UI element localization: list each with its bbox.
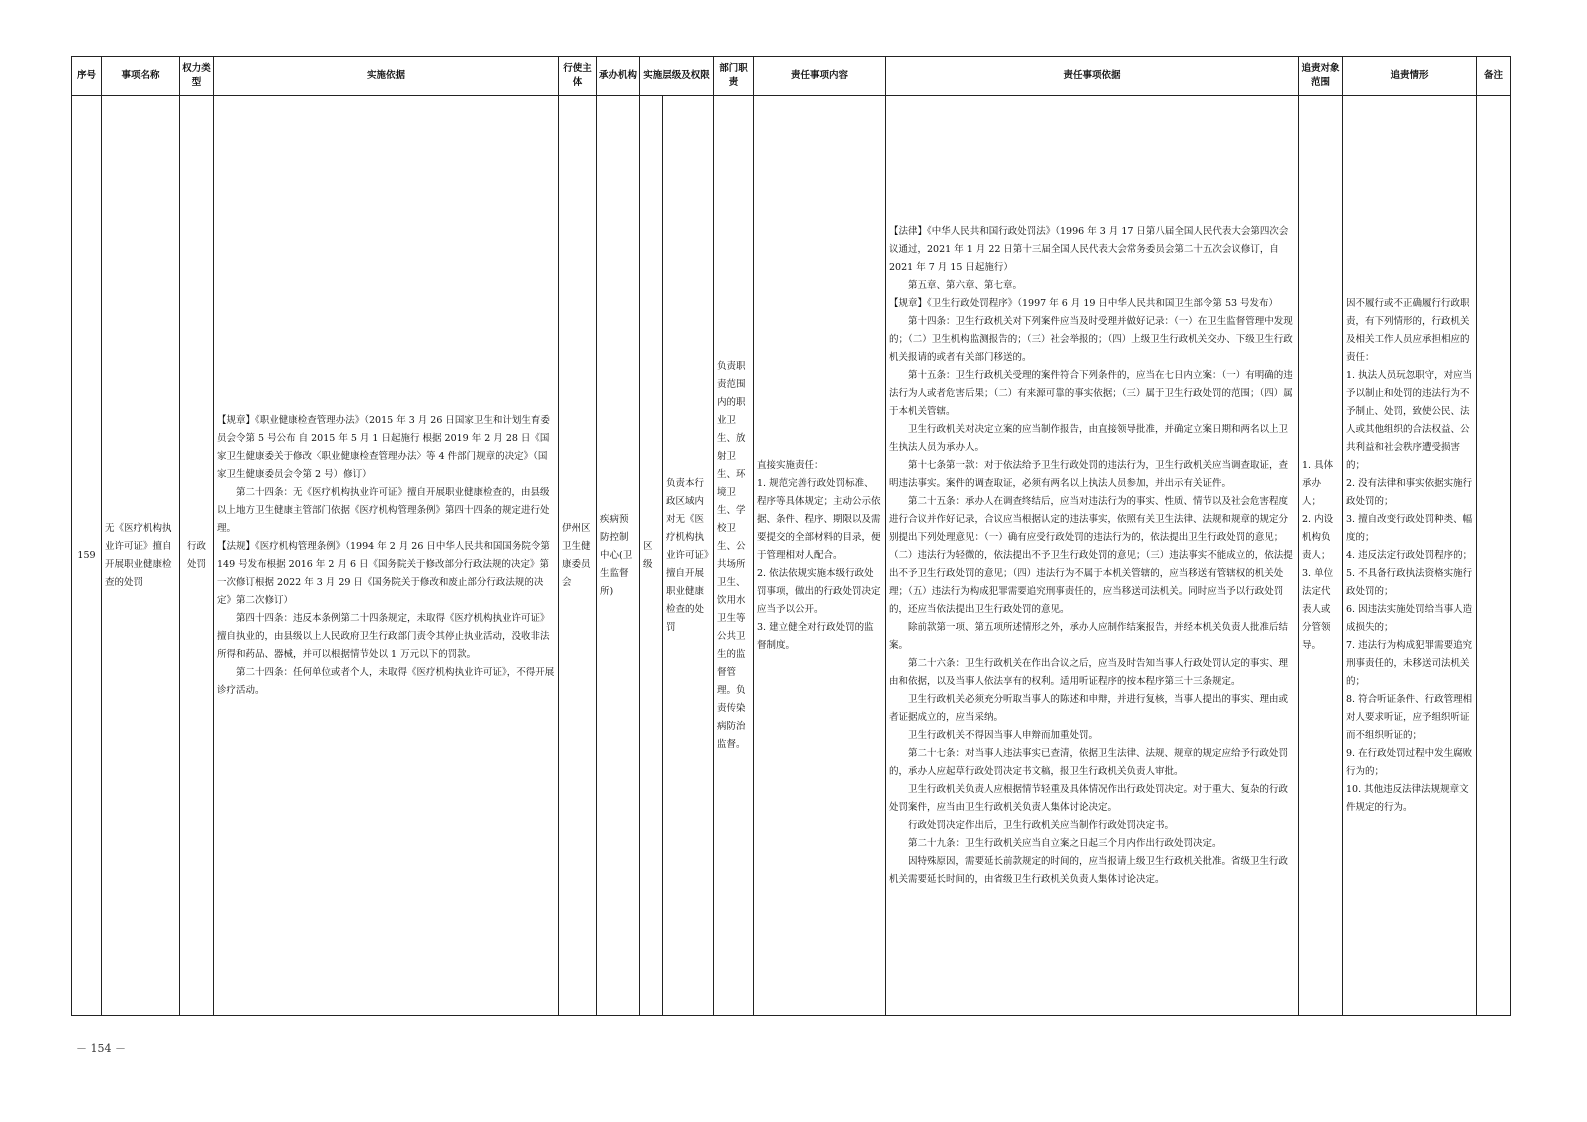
resp-basis-para: 第二十六条：卫生行政机关在作出合议之后，应当及时告知当事人行政处罚认定的事实、理由和依据，以及当事人依法享有的权利。适用听证程序的按本程序第三十三条规定。 — [889, 657, 1289, 687]
situation-line: 2. 没有法律和事实依据实施行政处罚的； — [1346, 477, 1473, 507]
situation-line: 3. 擅自改变行政处罚种类、幅度的； — [1346, 513, 1473, 543]
cell-situation — [1343, 96, 1477, 1016]
cell-resp-content — [754, 96, 886, 1016]
header-level: 实施层级及权限 — [640, 57, 714, 96]
header-resp-content: 责任事项内容 — [754, 57, 886, 96]
resp-content-line: 1. 规范完善行政处罚标准、程序等具体规定；主动公示依据、条件、程序、期限以及需要提交的全部材料的目录，便于管理相对人配合。 — [757, 477, 881, 561]
resp-basis-para: 卫生行政机关对决定立案的应当制作报告，由直接领导批准，并确定立案日期和两名以上卫生执法人员为承办人。 — [889, 423, 1289, 453]
resp-content-line: 2. 依法依规实施本级行政处罚事项，做出的行政处罚决定应当予以公开。 — [757, 567, 881, 615]
resp-basis-para: 第十四条：卫生行政机关对下列案件应当及时受理并做好记录：（一）在卫生监督管理中发现的；（二）卫生机构监测报告的；（三）社会举报的；（四）上级卫生行政机关交办、下级卫生行政机关报请的或者有关部门移送的。 — [889, 315, 1293, 363]
cell-basis — [214, 96, 559, 1016]
basis-para: 【法规】《医疗机构管理条例》（1994 年 2 月 26 日中华人民共和国国务院令第 149 号发布根据 2016 年 2 月 6 日《国务院关于修改部分行政法规的决定》第一次修订根据 2022 年 3 月 29 日《国务院关于修改和废止部分行政法规的决定》第二次修订） — [217, 540, 550, 606]
cell-duty: 负责职责范围内的职业卫生、放射卫生、环境卫生、学校卫生、公共场所卫生、饮用水卫生等公共卫生的监督管理。负责传染病防治监督。 — [714, 96, 754, 1016]
resp-basis-para: 卫生行政机关负责人应根据情节轻重及具体情况作出行政处罚决定。对于重大、复杂的行政处罚案件，应当由卫生行政机关负责人集体讨论决定。 — [889, 783, 1289, 813]
cell-level-detail: 负责本行政区域内对无《医疗机构执业许可证》擅自开展职业健康检查的处罚 — [663, 96, 714, 1016]
situation-line: 10. 其他违反法律法规规章文件规定的行为。 — [1346, 783, 1469, 813]
resp-basis-para: 第二十七条：对当事人违法事实已查清，依据卫生法律、法规、规章的规定应给予行政处罚的，承办人应起草行政处罚决定书文稿，报卫生行政机关负责人审批。 — [889, 747, 1289, 777]
situation-line: 9. 在行政处罚过程中发生腐败行为的； — [1346, 747, 1473, 777]
resp-basis-para: 【规章】《卫生行政处罚程序》（1997 年 6 月 19 日中华人民共和国卫生部令第 53 号发布） — [889, 297, 1279, 309]
situation-line: 7. 违法行为构成犯罪需要追究刑事责任的，未移送司法机关的； — [1346, 639, 1473, 687]
page-number: － 154 － — [76, 1042, 126, 1055]
responsibility-table — [71, 56, 1511, 1016]
cell-power-type: 行政处罚 — [180, 96, 214, 1016]
resp-basis-para: 【法律】《中华人民共和国行政处罚法》（1996 年 3 月 17 日第八届全国人民代表大会第四次会议通过，2021 年 1 月 22 日第十三届全国人民代表大会常务委员会第二十五次会议修订，自 2021 年 7 月 15 日起施行） — [889, 225, 1289, 273]
situation-line: 因不履行或不正确履行行政职责，有下列情形的，行政机关及相关工作人员应承担相应的责任： — [1346, 297, 1470, 363]
resp-basis-para: 第十七条第一款：对于依法给予卫生行政处罚的违法行为，卫生行政机关应当调查取证，查明违法事实。案件的调查取证，必须有两名以上执法人员参加，并出示有关证件。 — [889, 459, 1289, 489]
resp-basis-para: 第五章、第六章、第七章。 — [908, 279, 1023, 291]
scope-line: 2. 内设机构负责人； — [1302, 513, 1334, 561]
basis-para: 第二十四条：无《医疗机构执业许可证》擅自开展职业健康检查的，由县级以上地方卫生健康主管部门依据《医疗机构管理条例》第四十四条的规定进行处理。 — [217, 486, 550, 534]
resp-basis-para: 除前款第一项、第五项所述情形之外，承办人应制作结案报告，并经本机关负责人批准后结案。 — [889, 621, 1289, 651]
scope-line: 3. 单位法定代表人或分管领导。 — [1302, 567, 1334, 651]
situation-line: 1. 执法人员玩忽职守，对应当予以制止和处罚的违法行为不予制止、处罚，致使公民、法人或其他组织的合法权益、公共利益和社会秩序遭受损害的； — [1346, 369, 1473, 471]
resp-content-line: 直接实施责任： — [757, 459, 824, 471]
situation-line: 8. 符合听证条件、行政管理相对人要求听证，应予组织听证而不组织听证的； — [1346, 693, 1473, 741]
header-situation: 追责情形 — [1343, 57, 1477, 96]
resp-content-line: 3. 建立健全对行政处罚的监督制度。 — [757, 621, 874, 651]
header-scope: 追责对象范围 — [1299, 57, 1343, 96]
cell-seq: 159 — [72, 96, 102, 1016]
header-power-type: 权力类型 — [180, 57, 214, 96]
header-basis: 实施依据 — [214, 57, 559, 96]
cell-resp-basis — [886, 96, 1299, 1016]
resp-basis-para: 第二十九条：卫生行政机关应当自立案之日起三个月内作出行政处罚决定。 — [908, 837, 1222, 849]
cell-agency: 疾病预防控制中心(卫生监督所) — [597, 96, 640, 1016]
cell-level: 区级 — [640, 96, 663, 1016]
header-remark: 备注 — [1477, 57, 1511, 96]
basis-para: 第二十四条：任何单位或者个人，未取得《医疗机构执业许可证》，不得开展诊疗活动。 — [217, 666, 555, 696]
resp-basis-para: 第二十五条：承办人在调查终结后，应当对违法行为的事实、性质、情节以及社会危害程度进行合议并作好记录，合议应当根据认定的违法事实，依照有关卫生法律、法规和规章的规定分别提出下列处理意见：（一）确有应受行政处罚的违法行为的，依法提出卫生行政处罚的意见；（二）违法行为轻微的，依法提出不予卫生行政处罚的意见；（三）违法事实不能成立的，依法提出不予卫生行政处罚的意见；（四）违法行为不属于本机关管辖的，应当移送有管辖权的机关处理；（五）违法行为构成犯罪需要追究刑事责任的，应当移送司法机关。同时应当予以行政处罚的，还应当依法提出卫生行政处罚的意见。 — [889, 495, 1293, 615]
basis-para: 【规章】《职业健康检查管理办法》（2015 年 3 月 26 日国家卫生和计划生育委员会令第 5 号公布 自 2015 年 5 月 1 日起施行 根据 2019 年 2 月 28 日《国家卫生健康委关于修改〈职业健康检查管理办法〉等 4 件部门规章的决定》（国家卫生健康委员会令第 2 号）修订） — [217, 414, 550, 480]
header-agency: 承办机构 — [597, 57, 640, 96]
cell-item-name: 无《医疗机构执业许可证》擅自开展职业健康检查的处罚 — [102, 96, 180, 1016]
resp-basis-para: 第十五条：卫生行政机关受理的案件符合下列条件的，应当在七日内立案：（一）有明确的违法行为人或者危害后果；（二）有来源可靠的事实依据；（三）属于卫生行政处罚的范围；（四）属于本机关管辖。 — [889, 369, 1293, 417]
table-row — [72, 96, 1511, 1016]
situation-line: 4. 违反法定行政处罚程序的； — [1346, 549, 1473, 561]
header-subject: 行使主体 — [559, 57, 597, 96]
cell-remark — [1477, 96, 1511, 1016]
header-row — [72, 57, 1511, 96]
situation-line: 5. 不具备行政执法资格实施行政处罚的； — [1346, 567, 1473, 597]
cell-subject: 伊州区卫生健康委员会 — [559, 96, 597, 1016]
resp-basis-para: 因特殊原因，需要延长前款规定的时间的，应当报请上级卫生行政机关批准。省级卫生行政机关需要延长时间的，由省级卫生行政机关负责人集体讨论决定。 — [889, 855, 1289, 885]
basis-para: 第四十四条：违反本条例第二十四条规定，未取得《医疗机构执业许可证》擅自执业的，由县级以上人民政府卫生行政部门责令其停止执业活动，没收非法所得和药品、器械，并可以根据情节处以 1 万元以下的罚款。 — [217, 612, 550, 660]
resp-basis-para: 卫生行政机关必须充分听取当事人的陈述和申辩，并进行复核，当事人提出的事实、理由或者证据成立的，应当采纳。 — [889, 693, 1289, 723]
header-item-name: 事项名称 — [102, 57, 180, 96]
header-resp-basis: 责任事项依据 — [886, 57, 1299, 96]
header-duty: 部门职责 — [714, 57, 754, 96]
resp-basis-para: 行政处罚决定作出后，卫生行政机关应当制作行政处罚决定书。 — [908, 819, 1175, 831]
scope-line: 1. 具体承办人； — [1302, 459, 1334, 507]
situation-line: 6. 因违法实施处罚给当事人造成损失的； — [1346, 603, 1473, 633]
header-seq: 序号 — [72, 57, 102, 96]
cell-scope — [1299, 96, 1343, 1016]
resp-basis-para: 卫生行政机关不得因当事人申辩而加重处罚。 — [908, 729, 1099, 741]
